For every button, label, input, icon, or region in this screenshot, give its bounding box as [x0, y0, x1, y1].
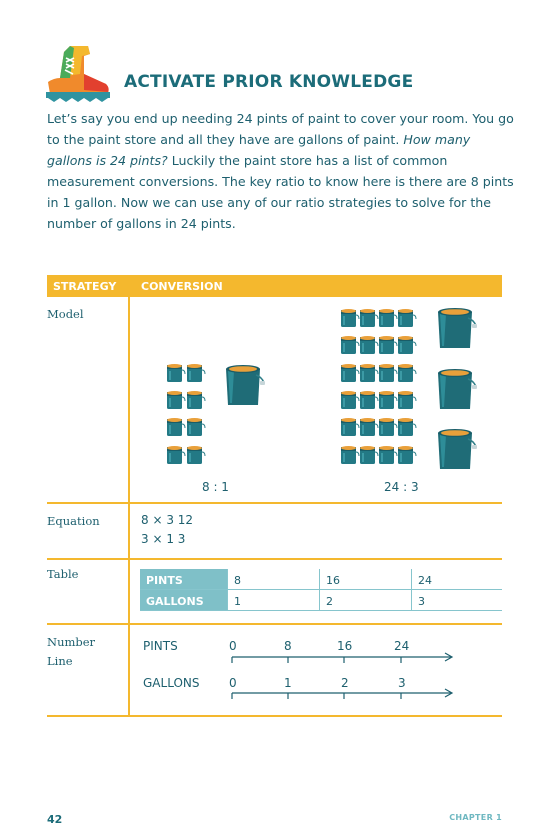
gallons-row-header: GALLONS — [140, 590, 227, 611]
pints-line-label: PINTS — [143, 639, 178, 653]
strategy-header: STRATEGY — [53, 280, 117, 293]
hiking-boot-icon — [44, 44, 112, 102]
section-heading: ACTIVATE PRIOR KNOWLEDGE — [124, 72, 414, 92]
gallons-number-line — [232, 689, 452, 699]
chapter-label: CHAPTER 1 — [449, 813, 502, 822]
number-lines — [47, 275, 502, 717]
ratio-label-left: 8 : 1 — [202, 480, 229, 494]
tick-label: 0 — [229, 676, 237, 690]
intro-paragraph — [47, 108, 517, 234]
table-cell: 8 — [227, 569, 319, 590]
intro-text-2: Luckily the paint store has a list of common measurement conversions. The key ratio to know here is there are 8 pints in 1 gallon. Now we can use any of our ratio strategies to solve for the number of gallons in 24 pints. — [47, 153, 514, 231]
table-cell: 1 — [227, 590, 319, 611]
tick-label: 0 — [229, 639, 237, 653]
tick-label: 3 — [398, 676, 406, 690]
table-row-label: Table — [47, 567, 79, 581]
tick-label: 2 — [341, 676, 349, 690]
table-cell: 3 — [411, 590, 502, 611]
equation-line-1: 8 × 3 12 — [141, 513, 194, 527]
model-row-label: Model — [47, 307, 84, 321]
gallons-line-label: GALLONS — [143, 676, 200, 690]
conversion-header: CONVERSION — [141, 280, 223, 293]
tick-label: 16 — [337, 639, 353, 653]
table-cell: 24 — [411, 569, 502, 590]
tick-label: 24 — [394, 639, 410, 653]
intro-question: How many gallons is 24 pints? — [47, 132, 471, 168]
number-line-label-1: Number — [47, 635, 96, 649]
tick-label: 8 — [284, 639, 292, 653]
tick-label: 1 — [284, 676, 292, 690]
page-number: 42 — [47, 813, 63, 826]
pints-row-header: PINTS — [140, 569, 227, 590]
number-line-label-2: Line — [47, 654, 73, 668]
intro-text-1: Let’s say you end up needing 24 pints of paint to cover your room. You go to the paint store and all they have are gallons of paint. — [47, 111, 514, 147]
pints-number-line — [232, 653, 452, 663]
strategy-table — [47, 275, 502, 717]
table-cell: 16 — [319, 569, 411, 590]
ratio-label-right: 24 : 3 — [384, 480, 419, 494]
table-cell: 2 — [319, 590, 411, 611]
equation-line-2: 3 × 1 3 — [141, 532, 186, 546]
equation-row-label: Equation — [47, 514, 100, 528]
